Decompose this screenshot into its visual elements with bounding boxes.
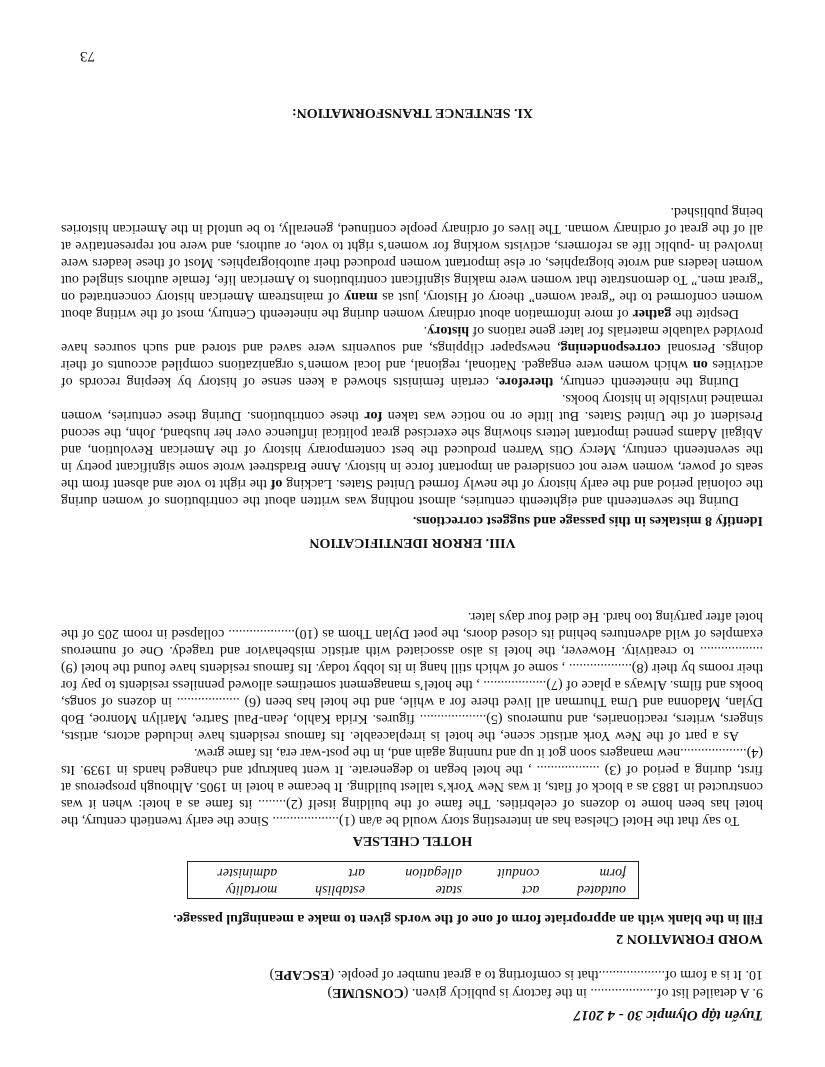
- section-heading-error-identification: VIII. ERROR IDENTIFICATION: [309, 535, 516, 550]
- passage-text: the right to vote and absent from the seats of power, women were not considered an important force in history. Anne Bradstreet wrote some significant poetry in the seventeenth century, Mercy Otis Warren produced the best contemporary history of the American Revolution, and Abigail Adams penned important letters showing she exercised great political influence over her husband, John, the second President of the United States. But little or no notice was taken: [61, 408, 763, 491]
- question-number: 10.: [745, 967, 763, 982]
- section-instruction-word-formation: Fill in the blank with an appropriate form of one of the words given to make a meaningful passage.: [173, 911, 763, 926]
- passage-text: Despite the: [671, 306, 739, 321]
- highlighted-word: many: [344, 289, 378, 304]
- word-bank-table: [188, 864, 638, 898]
- word-bank-word: allegation: [405, 865, 462, 880]
- page-number: 73: [80, 48, 95, 64]
- highlighted-word: on: [692, 357, 708, 372]
- word-bank-word: art: [348, 865, 365, 880]
- question-item-9: [327, 984, 763, 1001]
- word-bank-row: [188, 864, 638, 881]
- word-bank-word: act: [522, 882, 540, 897]
- word-bank-word: establish: [315, 882, 365, 897]
- word-bank-word: outdated: [577, 882, 626, 897]
- section-instruction-error-identification: Identify 8 mistakes in this passage and suggest corrections.: [412, 513, 763, 528]
- passage-text: which women were engaged. National, regional, and local women’s organizations compiled accounts of their doings. Personal: [61, 340, 763, 372]
- word-bank-word: administer: [217, 865, 278, 880]
- section-heading-word-formation: WORD FORMATION 2: [616, 931, 763, 946]
- error-passage-paragraph: [61, 390, 763, 509]
- highlighted-word: correspondening: [560, 340, 661, 355]
- question-close: ): [327, 985, 333, 1000]
- document-header: Tuyển tập Olympic 30 - 4 2017: [573, 1007, 763, 1023]
- word-bank-word: conduit: [497, 865, 540, 880]
- highlighted-word: of: [270, 476, 283, 491]
- passage-text: of mainstream American history concentrated on “great men.” To demonstrate that women were making significant contributions to American life, female authors singled out women leaders and wrote biographies, or else important women produced their autobiographies. Most of these leaders were involved in -public life as reformers, activists working for women’s right to vote, or authors, and were not representative at all of the great of ordinary woman. The lives of ordinary people continued, generally, to be untold in the American histories being published.: [61, 204, 763, 304]
- passage-paragraph: As a part of the New York artistic scene, the hotel is irreplaceable. Its famous residents have included actors, artists, singers, writers, reactionaries, and numerous (5)................... figures. Krida Kahlo, Jean-Paul Sartre, Marilyn Monroe, Bob Dylan, Madonna and Uma Thurman all lived there for a while, and the hotel has been (6) .................. in dozens of songs, books and films. Always a place of (7).................. , the hotel’s management sometimes allowed penniless residents to pay for their rooms by their (8).................. , some of which still hang in its lobby today. Its famous residents have found the hotel (9) .................. to creativity. However, the hotel is also associated with artistic misbehavior and tragedy. One of numerous examples of wild adventures behind its closed doors, the poet Dylan Thom as (10)................... collapsed in room 205 of the hotel after partying too hard. He died four days later.: [61, 609, 763, 743]
- question-text: in the factory is publicly given. (: [403, 985, 587, 1000]
- question-item-10: [270, 966, 763, 983]
- passage-text: During the nineteenth century,: [553, 374, 739, 389]
- passage-text: During the seventeenth and eighteenth centuries, almost nothing was written about the contributions of women during the colonial period and the early history of the newly formed United States. Lacking: [61, 476, 763, 508]
- word-bank-word: state: [435, 882, 462, 897]
- answer-blank: ...................: [598, 967, 666, 982]
- passage-title: HOTEL CHELSEA: [352, 833, 473, 848]
- question-number: 9.: [752, 985, 763, 1000]
- error-passage-paragraph: [61, 322, 763, 390]
- question-keyword: CONSUME: [332, 985, 404, 1000]
- highlighted-word: therefore: [498, 374, 554, 389]
- highlighted-word: for: [364, 408, 383, 423]
- error-passage-body: [61, 203, 763, 509]
- question-text: It is a form of: [665, 967, 742, 982]
- error-passage-paragraph: [61, 203, 763, 322]
- passage-body: [61, 608, 763, 829]
- passage-text: , newspaper clippings, and souvenirs were saved and stored and such sources have provided valuable materials for later gene rations of: [61, 323, 763, 355]
- question-text: that is comforting to a great number of people. (: [329, 967, 599, 982]
- passage-paragraph: To say that the Hotel Chelsea has an interesting story would be a/an (1)................... Since the early twentieth century, the hotel has been home to dozens of celebrities. The fame of the building itself (2)........ its fame as a hotel: when it was constructed in 1883 as a block of flats, it was New York’s tallest building. It became a hotel in 1905. Although prosperous at first, during a period of (3) .................. , the hotel began to degenerate. It went bankrupt and changed hands in 1939. Its (4)...................new managers soon got it up and running again and, in the post-war era, its fame grew.: [61, 745, 763, 828]
- passage-text: , certain feminists showed a keen sense of history by keeping records of activities: [61, 357, 763, 389]
- answer-blank: ...................: [590, 985, 657, 1000]
- question-close: ): [269, 967, 275, 982]
- passage-text: these contributions. During these centuries, women remained invisible in history books.: [61, 391, 763, 423]
- word-bank-word: mortality: [225, 882, 278, 897]
- question-keyword: ESCAPE: [274, 967, 330, 982]
- word-bank-box: [187, 861, 639, 899]
- highlighted-word: history: [427, 323, 470, 338]
- passage-text: of more information about ordinary women during the nineteenth Century, most of the writing about women conformed to the “great women” theory of History, just as: [61, 289, 763, 321]
- question-text: A detailed list of: [656, 985, 750, 1000]
- word-bank-row: [188, 881, 638, 898]
- highlighted-word: gather: [632, 306, 672, 321]
- word-bank-word: form: [599, 865, 626, 880]
- section-heading-sentence-transformation: XI. SENTENCE TRANSFORMATION:: [292, 105, 534, 120]
- passage-text: .: [423, 323, 428, 338]
